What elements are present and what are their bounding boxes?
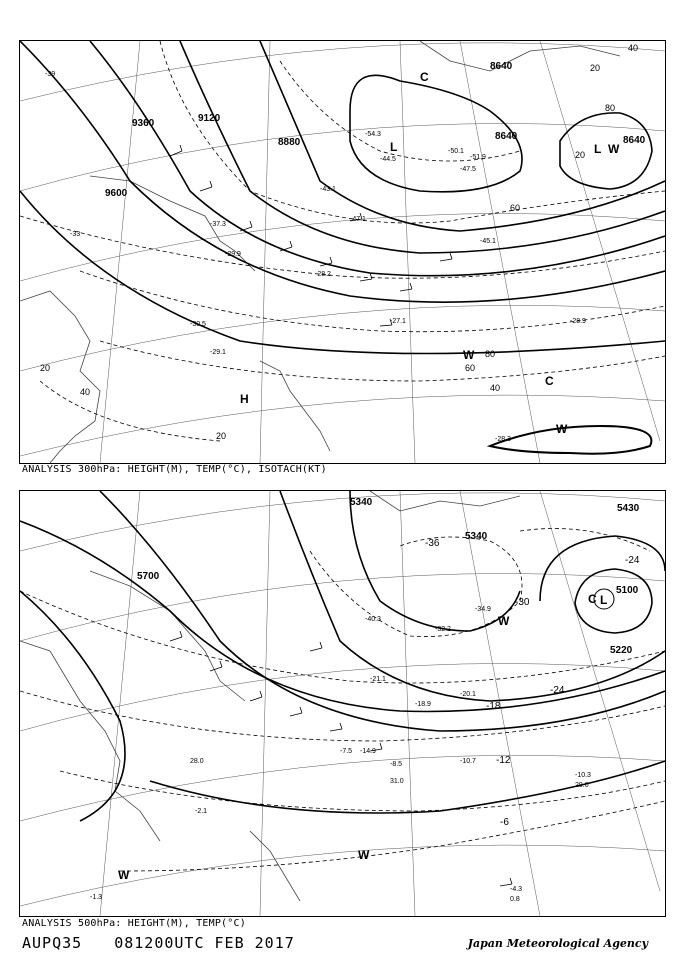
warm-symbol: W [498,614,510,628]
svg-text:-29.9: -29.9 [225,251,241,258]
height-label: 8640 [495,131,518,142]
isotherms [20,529,665,872]
height-label: 9120 [198,113,221,124]
high-symbol: H [240,392,249,406]
svg-text:-20.1: -20.1 [460,691,476,698]
svg-text:60: 60 [465,363,476,373]
svg-text:-50.1: -50.1 [448,148,464,155]
height-label: 8640 [623,135,646,146]
chart-identifier [22,934,317,952]
map-500hpa [20,491,665,916]
svg-text:-28.3: -28.3 [495,436,511,443]
svg-text:-27.1: -27.1 [390,318,406,325]
svg-text:-34.9: -34.9 [475,606,491,613]
warm-symbol: W [556,422,568,436]
height-label: 5340 [465,531,488,542]
caption-500hpa: ANALYSIS 500hPa: HEIGHT(M), TEMP(°C) [22,918,246,929]
wind-barbs [170,145,452,326]
svg-text:20: 20 [590,63,601,73]
height-label: 9360 [132,118,155,129]
height-labels [105,61,646,199]
svg-text:-14.9: -14.9 [360,748,376,755]
svg-text:-1.3: -1.3 [90,894,103,901]
svg-text:28.0: 28.0 [190,758,204,765]
low-symbol: L [594,142,602,156]
isotherms [20,41,665,441]
height-label: 8640 [490,61,513,72]
svg-text:-4.3: -4.3 [510,886,523,893]
svg-text:-33: -33 [70,231,81,238]
svg-text:-18: -18 [486,701,501,712]
svg-text:-39: -39 [45,71,56,78]
chart-300hpa [19,40,666,464]
graticule [20,41,665,463]
isotach-80kt-closed [490,426,651,454]
isotherm-labels [425,538,640,828]
svg-text:-2.1: -2.1 [195,808,208,815]
cold-symbol: C [545,374,554,388]
svg-text:-21.1: -21.1 [370,676,386,683]
cold-symbol: C [420,70,429,84]
cold-symbol: C [588,592,597,606]
svg-text:-54.3: -54.3 [365,131,381,138]
svg-text:20: 20 [216,431,227,441]
svg-text:-43.1: -43.1 [320,186,336,193]
svg-text:-28.2: -28.2 [315,271,331,278]
height-labels [137,497,640,656]
svg-text:-7.5: -7.5 [340,748,353,755]
warm-symbol: W [463,348,475,362]
low-symbol: L [600,593,608,607]
svg-text:-47.5: -47.5 [460,166,476,173]
warm-symbol: W [358,848,370,862]
svg-text:40: 40 [628,43,639,53]
warm-symbol: W [608,142,620,156]
svg-text:-24: -24 [625,555,640,566]
svg-text:-12: -12 [496,755,511,766]
map-300hpa [20,41,665,463]
svg-text:0.8: 0.8 [510,896,520,903]
chart-datetime: 081200UTC FEB 2017 [114,934,295,952]
height-contours [20,491,665,821]
svg-text:40: 40 [490,383,501,393]
svg-text:20: 20 [40,363,51,373]
svg-text:80: 80 [485,349,496,359]
svg-text:-10.3: -10.3 [575,772,591,779]
height-label: 5100 [616,585,639,596]
height-label: 5220 [610,645,633,656]
svg-text:-44.5: -44.5 [380,156,396,163]
chart-code: AUPQ35 [22,934,83,952]
svg-text:-30: -30 [515,597,530,608]
svg-text:80: 80 [605,103,616,113]
svg-text:-18.9: -18.9 [415,701,431,708]
svg-text:40: 40 [80,387,91,397]
svg-text:-36: -36 [425,538,440,549]
height-label: 8880 [278,137,301,148]
svg-text:-24: -24 [550,685,565,696]
warm-symbol: W [118,868,130,882]
svg-text:-28.9: -28.9 [570,318,586,325]
agency-name: Japan Meteorological Agency [467,937,648,950]
svg-text:29.0: 29.0 [575,782,589,789]
height-label: 5430 [617,503,640,514]
svg-text:-6: -6 [500,817,509,828]
svg-text:31.0: 31.0 [390,778,404,785]
height-label: 9600 [105,188,128,199]
height-label: 5700 [137,571,160,582]
station-values [90,606,591,903]
height-label: 5340 [350,497,373,508]
svg-text:-10.7: -10.7 [460,758,476,765]
svg-text:-32.2: -32.2 [435,626,451,633]
svg-text:-51.9: -51.9 [470,154,486,161]
svg-text:-40.3: -40.3 [365,616,381,623]
svg-text:20: 20 [575,150,586,160]
temp-labels [45,71,586,443]
svg-text:-45.1: -45.1 [480,238,496,245]
coastline [20,41,620,463]
low-symbol: L [390,140,398,154]
svg-text:60: 60 [510,203,521,213]
caption-300hpa: ANALYSIS 300hPa: HEIGHT(M), TEMP(°C), ISOTACH(KT) [22,464,327,475]
svg-text:-29.1: -29.1 [210,349,226,356]
svg-text:-37.3: -37.3 [210,221,226,228]
svg-text:-30.5: -30.5 [190,321,206,328]
svg-text:-47.1: -47.1 [350,216,366,223]
chart-500hpa [19,490,666,917]
svg-text:-8.5: -8.5 [390,761,403,768]
